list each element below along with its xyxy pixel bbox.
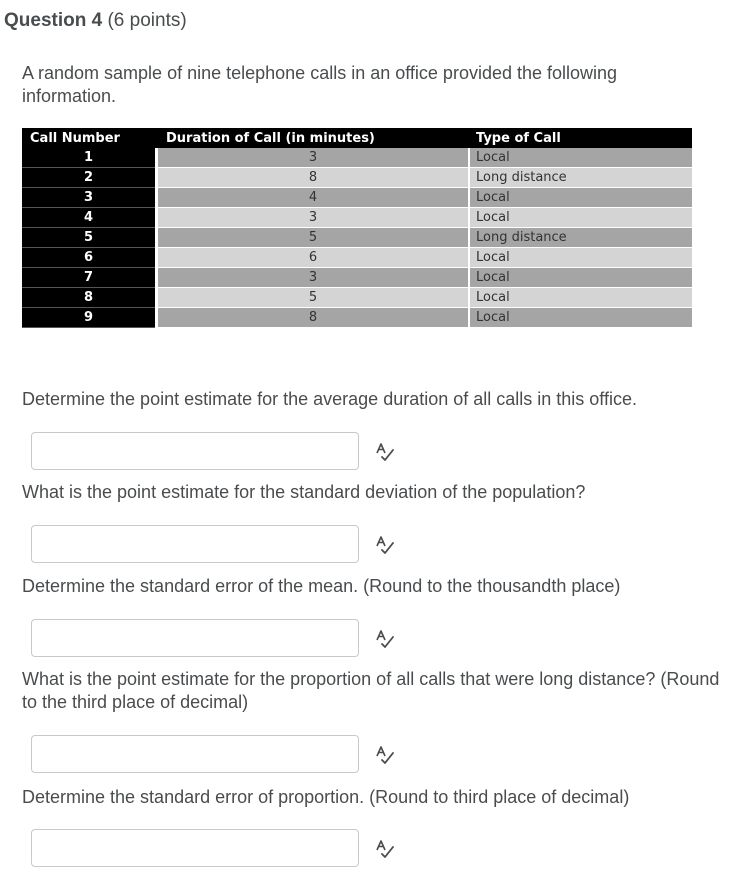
spellcheck-icon[interactable] (374, 534, 396, 556)
answer-std-deviation-input[interactable] (31, 525, 359, 563)
question-header (4, 10, 187, 32)
call-number-cell: 8 (22, 288, 155, 308)
header-duration: Duration of Call (in minutes) (158, 128, 469, 148)
type-cell: Long distance (469, 168, 692, 188)
table-row (22, 168, 692, 188)
table-row (22, 148, 692, 168)
table-row (22, 268, 692, 288)
calls-table (22, 128, 692, 328)
spellcheck-icon[interactable] (374, 744, 396, 766)
type-cell: Local (469, 308, 692, 328)
duration-cell: 6 (158, 248, 469, 268)
answer-proportion-estimate-input[interactable] (31, 735, 359, 773)
call-number-cell: 7 (22, 268, 155, 288)
call-number-cell: 6 (22, 248, 155, 268)
table-row (22, 308, 692, 328)
call-number-cell: 5 (22, 228, 155, 248)
duration-cell: 4 (158, 188, 469, 208)
type-cell: Local (469, 248, 692, 268)
table-row (22, 288, 692, 308)
question-intro: A random sample of nine telephone calls in an office provided the following information. (22, 63, 618, 106)
call-number-cell: 3 (22, 188, 155, 208)
type-cell: Local (469, 188, 692, 208)
answer-mean-estimate-input[interactable] (31, 432, 359, 470)
type-cell: Local (469, 268, 692, 288)
duration-cell: 3 (158, 208, 469, 228)
call-number-cell: 9 (22, 308, 155, 328)
table-row (22, 208, 692, 228)
spellcheck-icon[interactable] (374, 628, 396, 650)
question-points: (6 points) (107, 10, 187, 31)
duration-cell: 8 (158, 308, 469, 328)
prompt-proportion-estimate: What is the point estimate for the proportion of all calls that were long distance? (Round to the third place of decimal) (22, 669, 720, 712)
table-row (22, 248, 692, 268)
answer-standard-error-mean-input[interactable] (31, 619, 359, 657)
duration-cell: 8 (158, 168, 469, 188)
type-cell: Local (469, 288, 692, 308)
call-number-cell: 2 (22, 168, 155, 188)
spellcheck-icon[interactable] (374, 838, 396, 860)
header-type: Type of Call (469, 128, 692, 148)
type-cell: Long distance (469, 228, 692, 248)
prompt-standard-error-proportion: Determine the standard error of proportion. (Round to third place of decimal) (22, 787, 630, 807)
prompt-standard-error-mean: Determine the standard error of the mean. (Round to the thousandth place) (22, 576, 621, 596)
header-call-number: Call Number (22, 128, 155, 148)
duration-cell: 3 (158, 268, 469, 288)
table-header-row (22, 128, 692, 148)
question-number: Question 4 (4, 10, 103, 31)
type-cell: Local (469, 208, 692, 228)
prompt-std-deviation: What is the point estimate for the standard deviation of the population? (22, 482, 586, 502)
table-row (22, 228, 692, 248)
table-row (22, 188, 692, 208)
spellcheck-icon[interactable] (374, 441, 396, 463)
call-number-cell: 1 (22, 148, 155, 168)
duration-cell: 5 (158, 228, 469, 248)
duration-cell: 5 (158, 288, 469, 308)
call-number-cell: 4 (22, 208, 155, 228)
duration-cell: 3 (158, 148, 469, 168)
type-cell: Local (469, 148, 692, 168)
prompt-mean-estimate: Determine the point estimate for the average duration of all calls in this office. (22, 389, 637, 409)
answer-standard-error-proportion-input[interactable] (31, 829, 359, 867)
